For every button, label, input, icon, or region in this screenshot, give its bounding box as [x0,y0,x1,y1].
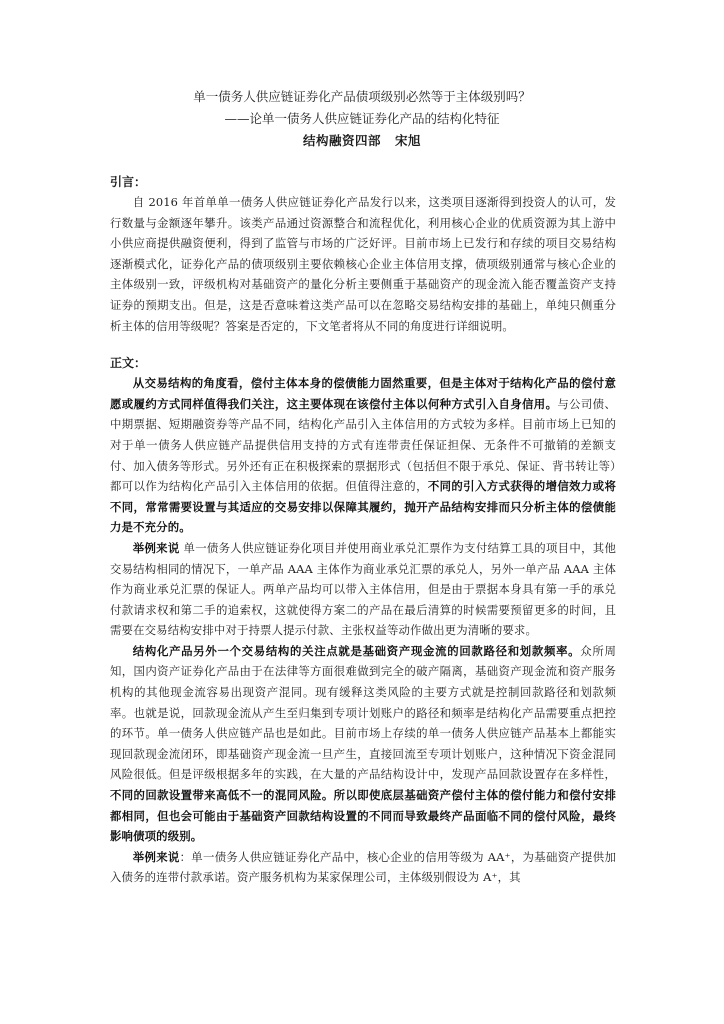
body-paragraph-4 [110,847,616,888]
document-title: 单一债务人供应链证券化产品债项级别必然等于主体级别吗？ [193,89,531,104]
author-department: 结构融资四部 [302,133,381,148]
p2-text: 单一债务人供应链证券化项目并使用商业承兑汇票作为支付结算工具的项目中，其他交易结构相同的情况下，一单产品 AAA 主体作为商业承兑汇票的承兑人，另外一单产品 AAA 主体作为商业承兑汇票的保证人。两单产品均可以带入主体信用，但是由于票据本身具有第一手的承兑付款请求权和第二手的追索权，这就使得方案二的产品在最后清算的时候需要预留更多的时间，且需要在交易结构安排中对于持票人提示付款、主张权益等动作做出更为清晰的要求。 [110,540,616,638]
body-paragraph-1 [110,373,616,538]
p3-bold-conclusion: 不同的回款设置带来高低不一的混同风险。所以即使底层基础资产偿付主体的偿付能力和偿付安排都相同，但也会可能由于基础资产回款结构设置的不同而导致最终产品面临不同的偿付风险，最终影响债项的级别。 [110,788,616,844]
p1-bold-lead: 从交易结构的角度看，偿付主体本身的偿债能力固然重要，但是主体对于结构化产品的偿付意愿或履约方式同样值得我们关注，这主要体现在该偿付主体以何种方式引入自身信用。 [110,376,616,411]
p1-text: 与公司债、中期票据、短期融资券等产品不同，结构化产品引入主体信用的方式较为多样。目前市场上已知的对于单一债务人供应链产品提供信用支持的方式有连带责任保证担保、无条件不可撤销的差额支付、加入债务等形式。另外还有正在积极探索的票据形式（包括但不限于承兑、保证、背书转让等）都可以作为结构化产品引入主体信用的依据。但值得注意的， [110,396,616,494]
body-paragraph-3 [110,641,616,847]
p3-bold-lead: 结构化产品另外一个交易结构的关注点就是基础资产现金流的回款路径和划款频率。 [132,643,581,658]
body-paragraph-2 [110,538,616,641]
intro-heading: 引言： [110,175,147,189]
p4-text: ：单一债务人供应链证券化产品中，核心企业的信用等级为 AA⁺，为基础资产提供加入债务的连带付款承诺。资产服务机构为某家保理公司，主体级别假设为 A⁺，其 [110,849,616,885]
body-heading: 正文： [110,356,147,371]
author-line [0,130,724,152]
author-name: 宋旭 [395,133,422,148]
document-subtitle: ——论单一债务人供应链证券化产品的结构化特征 [224,111,500,126]
title-block [0,86,724,152]
p4-bold-lead: 举例来说 [132,849,180,864]
intro-paragraph: 自 2016 年首单单一债务人供应链证券化产品发行以来，这类项目逐渐得到投资人的认可，发行数量与金额逐年攀升。该类产品通过资源整合和流程优化，利用核心企业的优质资源为其上游中小供应商提供融资便利，得到了监管与市场的广泛好评。目前市场上已发行和存续的项目交易结构逐渐模式化，证券化产品的债项级别主要依赖核心企业主体信用支撑，债项级别通常与核心企业的主体级别一致，评级机构对基础资产的量化分析主要侧重于基础资产的现金流入能否覆盖资产支持证券的预期支出。但是，这是否意味着这类产品可以在忽略交易结构安排的基础上，单纯只侧重分析主体的信用等级呢？答案是否定的，下文笔者将从不同的角度进行详细说明。 [110,195,616,333]
p1-bold-conclusion: 不同的引入方式获得的增信效力或将不同，常常需要设置与其适应的交易安排以保障其履约，抛开产品结构安排而只分析主体的偿债能力是不充分的。 [110,479,616,535]
p3-text: 众所周知，国内资产证券化产品由于在法律等方面很难做到完全的破产隔离，基础资产现金流和资产服务机构的其他现金流容易出现资产混同。现有缓释这类风险的主要方式就是控制回款路径和划款频率。也就是说，回款现金流从产生至归集到专项计划账户的路径和频率是结构化产品需要重点把控的环节。单一债务人供应链产品也是如此。目前市场上存续的单一债务人供应链产品基本上都能实现回款现金流闭环，即基础资产现金流一旦产生，直接回流至专项计划账户，这种情况下资金混同风险很低。但是评级根据多年的实践，在大量的产品结构设计中，发现产品回款设置存在多样性， [110,643,616,782]
section-spacer [110,336,616,353]
p2-bold-lead: 举例来说 [132,540,180,555]
document-body [110,172,616,888]
